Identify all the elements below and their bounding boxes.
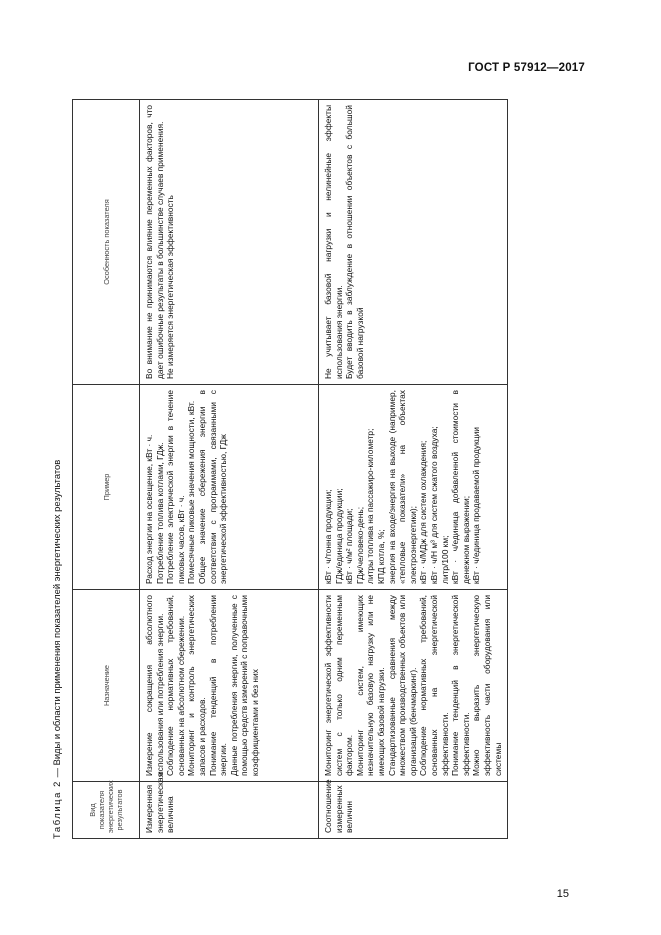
cell-example	[140, 385, 319, 590]
cell-text: Понимание тенденций в энергетической эффективности.	[450, 595, 471, 776]
cell-text: Не измеряется энергетическая эффективность	[165, 195, 176, 379]
cell-text: Мониторинг систем, имеющих незначительную базовую нагрузку или не имеющих базовой нагрузки.	[354, 595, 386, 776]
cell-text: Измерение сокращения абсолютного использования или потребления энергии.	[144, 595, 165, 776]
cell-text: Мониторинг энергетической эффективности систем с только одним переменным фактором.	[323, 595, 355, 776]
cell-text: Понимание тенденций в потреблении энергии.	[207, 595, 229, 776]
cell-text: КПД котла, %;	[375, 529, 386, 584]
cell-example	[319, 385, 508, 590]
table-container	[72, 99, 503, 839]
table-caption	[48, 460, 66, 839]
cell-text: Расход энергии на освещение, кВт · ч.	[144, 434, 154, 584]
rotated-table-block	[48, 99, 530, 839]
standard-code: ГОСТ Р 57912—2017	[468, 62, 585, 74]
cell-feature	[319, 100, 508, 385]
cell-text: Будет вводить в заблуждение в отношении объектов с большой базовой нагрузкой	[344, 105, 365, 379]
cell-text: Можно выразить энергетическую эффективность части оборудования или системы	[471, 595, 503, 776]
cell-text: Не учитывает базовой нагрузки и нелинейные эффекты использования энергии.	[323, 105, 344, 379]
results-table	[72, 99, 508, 839]
cell-text: кВт · ч/тонна продукции;	[323, 489, 333, 584]
column-header-example: Пример	[73, 385, 140, 590]
table-row	[319, 100, 508, 839]
cell-feature	[140, 100, 319, 385]
cell-text: кВт · ч/единица продаваемой продукции	[471, 427, 482, 584]
cell-text: Помесячные пиковые значения мощности, кВт.	[186, 400, 197, 584]
cell-text: Потребление электрической энергии в течение пиковых часов, кВт · ч.	[165, 390, 186, 584]
cell-text: литр/100 км;	[439, 535, 450, 584]
cell-text: Во внимание не принимаются влияние переменных факторов, что дает ошибочные результаты в большинстве случаев применения.	[144, 105, 165, 379]
cell-text: Данные потребления энергии, полученные с помощью средств измерений с поправочными коэффициентами и без них	[228, 595, 260, 776]
cell-text: кВт · ч/Н м³ для систем сжатого воздуха;	[428, 426, 439, 584]
cell-kind	[319, 779, 508, 839]
cell-text: Стандартизованные сравнения между множеством производственных объектов или организаций (бенчмаркинг).	[386, 595, 418, 776]
cell-text: Общее значение сбережения энергии в соответствии с программами, связанными с энергетической эффективностью, ГДж	[196, 390, 229, 584]
cell-text: кВт · ч/МДж для систем охлаждения;	[418, 440, 429, 584]
cell-text: Соблюдение нормативных требований, основанных на энергетической эффективности.	[418, 595, 450, 776]
cell-text: литры топлива на пассажиро-километр;	[365, 428, 376, 584]
column-header-feature: Особенность показателя	[73, 100, 140, 385]
cell-text: кВт · ч/единица добавленной стоимости в денежном выражении;	[450, 390, 471, 584]
column-header-kind: Вид показателя энергетических результатов	[73, 782, 140, 839]
cell-purpose	[319, 590, 508, 782]
cell-kind	[140, 772, 319, 839]
cell-text: ГДж/единица продукции;	[333, 488, 344, 584]
table-caption-label: Таблица 2	[51, 780, 62, 839]
column-header-purpose: Назначение	[73, 590, 140, 782]
cell-text: ГДж/человеко-день;	[354, 506, 365, 584]
cell-text: Соотношение измеренных величин	[323, 779, 355, 833]
cell-purpose	[140, 590, 319, 782]
cell-text: Соблюдение нормативных требований, основанных на абсолютном сбережении.	[165, 595, 186, 776]
cell-text: Мониторинг и контроль энергетических запасов и расходов.	[186, 595, 207, 776]
cell-text: энергия на входе/энергия на выходе (например, «тепловые показатели» на объектах электроэнергетики);	[386, 390, 418, 584]
table-caption-text: — Виды и области применения показателей энергетических результатов	[51, 459, 62, 781]
page-number: 15	[556, 888, 569, 900]
table-row	[140, 100, 319, 839]
cell-text: Измеренная энергетическая величина	[144, 772, 176, 833]
table-header-row	[73, 100, 140, 839]
cell-text: Потребление топлива котлами, ГДж.	[154, 442, 165, 584]
cell-text: кВт · ч/м² площади;	[344, 508, 355, 584]
